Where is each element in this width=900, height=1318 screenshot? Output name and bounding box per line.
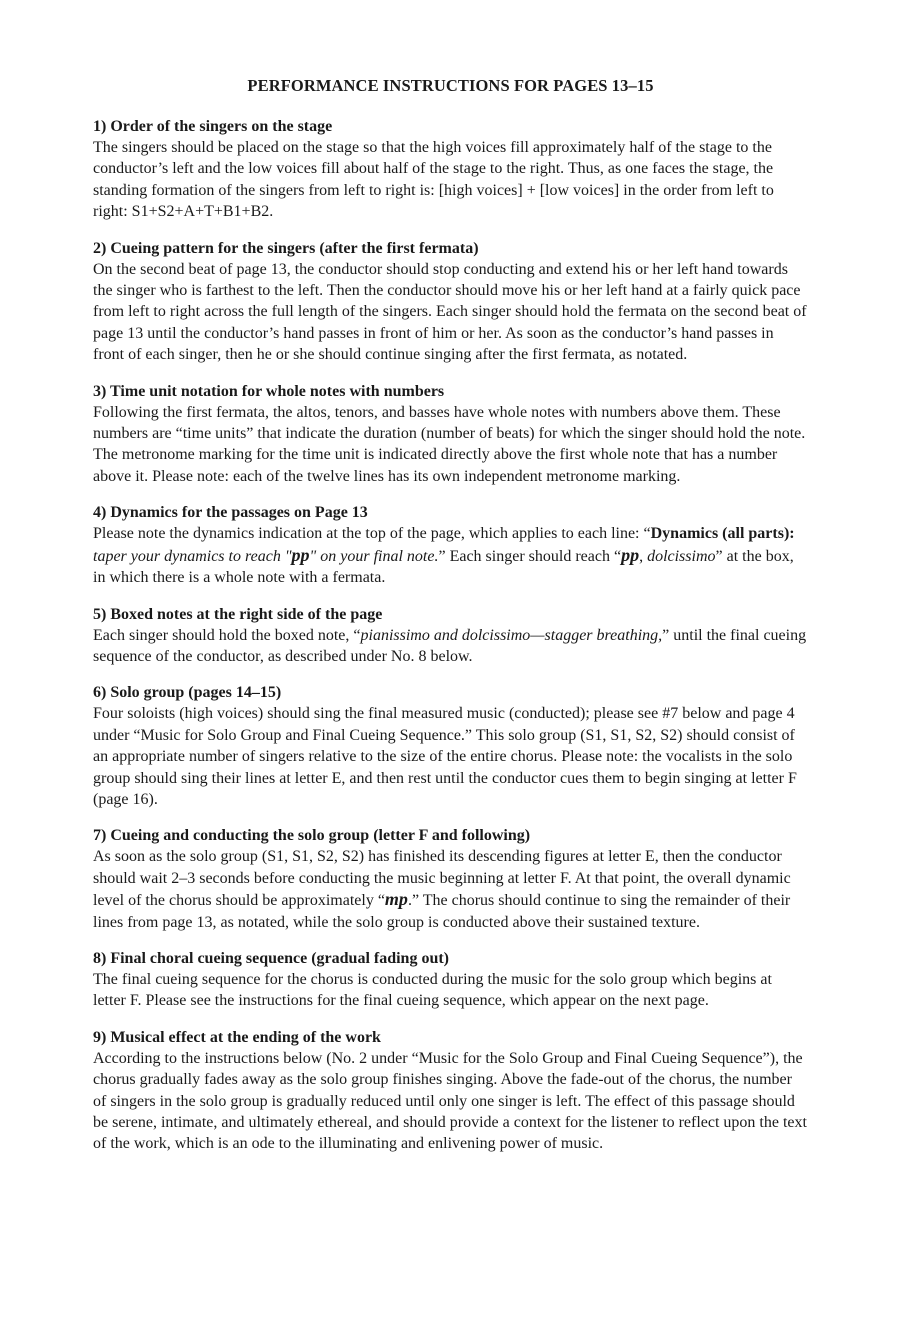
dynamic-marking-mp: mp [384,889,408,910]
section-body: On the second beat of page 13, the conductor should stop conducting and extend his or her left hand towards the singer who is farthest to the left. Then the conductor should move his or her left hand at a fairly quick pace from left to right across the full length of the singers. Each singer should hold the fermata on the second beat of page 13 until the conductor’s hand passes in front of him or her. As soon as the conductor’s hand passes in front of each singer, then he or she should continue singing after the first fermata, as notated. [93,260,807,364]
section-9 [93,1027,808,1155]
section-heading: 6) Solo group (pages 14–15) [93,684,282,702]
section-body [93,523,808,588]
section-heading: 8) Final choral cueing sequence (gradual fading out) [93,949,450,967]
body-text: ” at the box, in which there is a whole note with a fermata. [93,547,794,587]
italic-text: taper your dynamics to reach " [93,547,292,565]
section-body [93,625,808,668]
italic-text: pianissimo and dolcissimo—stagger breathing, [360,626,663,644]
section-heading: 1) Order of the singers on the stage [93,118,333,135]
section-heading: 3) Time unit notation for whole notes with numbers [93,382,445,400]
section-heading: 4) Dynamics for the passages on Page 13 [93,504,368,522]
body-text: Please note the dynamics indication at the top of the page, which applies to each line: “ [93,525,651,543]
section-1 [93,116,808,223]
body-text: , [639,547,648,565]
section-2 [93,238,808,366]
section-5 [93,604,808,668]
dynamics-label: Dynamics (all parts): [650,525,795,543]
section-heading: 7) Cueing and conducting the solo group (letter F and following) [93,827,531,845]
italic-text: " on your final note. [309,547,439,565]
section-heading: 2) Cueing pattern for the singers (after the first fermata) [93,239,479,257]
page-title: PERFORMANCE INSTRUCTIONS FOR PAGES 13–15 [247,76,654,95]
section-heading: 5) Boxed notes at the right side of the page [93,605,383,623]
section-6 [93,682,808,810]
body-text: .” The chorus should continue to sing the remainder of their lines from page 13, as notated, while the solo group is conducted above their sustained texture. [93,892,791,931]
body-text: Each singer should hold the boxed note, “ [93,626,361,644]
section-body: Four soloists (high voices) should sing the final measured music (conducted); please see #7 below and page 4 under “Music for Solo Group and Final Cueing Sequence.” This solo group (S1, S1, S2, S2) should consist of an appropriate number of singers relative to the size of the entire chorus. Please note: the vocalists in the solo group should sing their lines at letter E, and then rest until the conductor cues them to begin singing at letter F (page 16). [93,705,797,808]
body-text: As soon as the solo group (S1, S1, S2, S2) has finished its descending figures at letter E, then the conductor should wait 2–3 seconds before conducting the music beginning at letter F. At that point, the overall dynamic level of the chorus should be approximately “ [93,848,791,910]
italic-text: dolcissimo [647,547,716,565]
section-heading: 9) Musical effect at the ending of the work [93,1028,381,1046]
dynamic-marking-pp: pp [621,544,640,565]
section-body: The singers should be placed on the stage so that the high voices fill approximately half of the stage to the conductor’s left and the low voices fill about half of the stage to the right. Thus, as one faces the stage, the standing formation of the singers from left to right is: [high voices] + [low voices] in the order from left to right: S1+S2+A+T+B1+B2. [93,139,774,221]
section-7 [93,825,808,933]
section-body [93,846,808,933]
dynamic-marking-pp: pp [291,544,310,565]
section-8 [93,948,808,1012]
body-text: ” until the final cueing sequence of the conductor, as described under No. 8 below. [93,626,807,665]
section-4 [93,502,808,588]
body-text: ” Each singer should reach “ [438,547,622,565]
section-body: The final cueing sequence for the chorus is conducted during the music for the solo group which begins at letter F. Please see the instructions for the final cueing sequence, which appear on the next page. [93,970,772,1010]
section-body: According to the instructions below (No. 2 under “Music for the Solo Group and Final Cueing Sequence”), the chorus gradually fades away as the solo group finishes singing. Above the fade-out of the chorus, the number of singers in the solo group is gradually reduced until only one singer is left. The effect of this passage should be serene, intimate, and ultimately ethereal, and should provide a context for the listener to reflect upon the text of the work, which is an ode to the illuminating and enlivening power of music. [93,1049,807,1153]
section-3 [93,381,808,488]
section-body: Following the first fermata, the altos, tenors, and basses have whole notes with numbers above them. These numbers are “time units” that indicate the duration (number of beats) for which the singer should hold the note. The metronome marking for the time unit is indicated directly above the first whole note that has a number above it. Please note: each of the twelve lines has its own independent metronome marking. [93,403,806,485]
